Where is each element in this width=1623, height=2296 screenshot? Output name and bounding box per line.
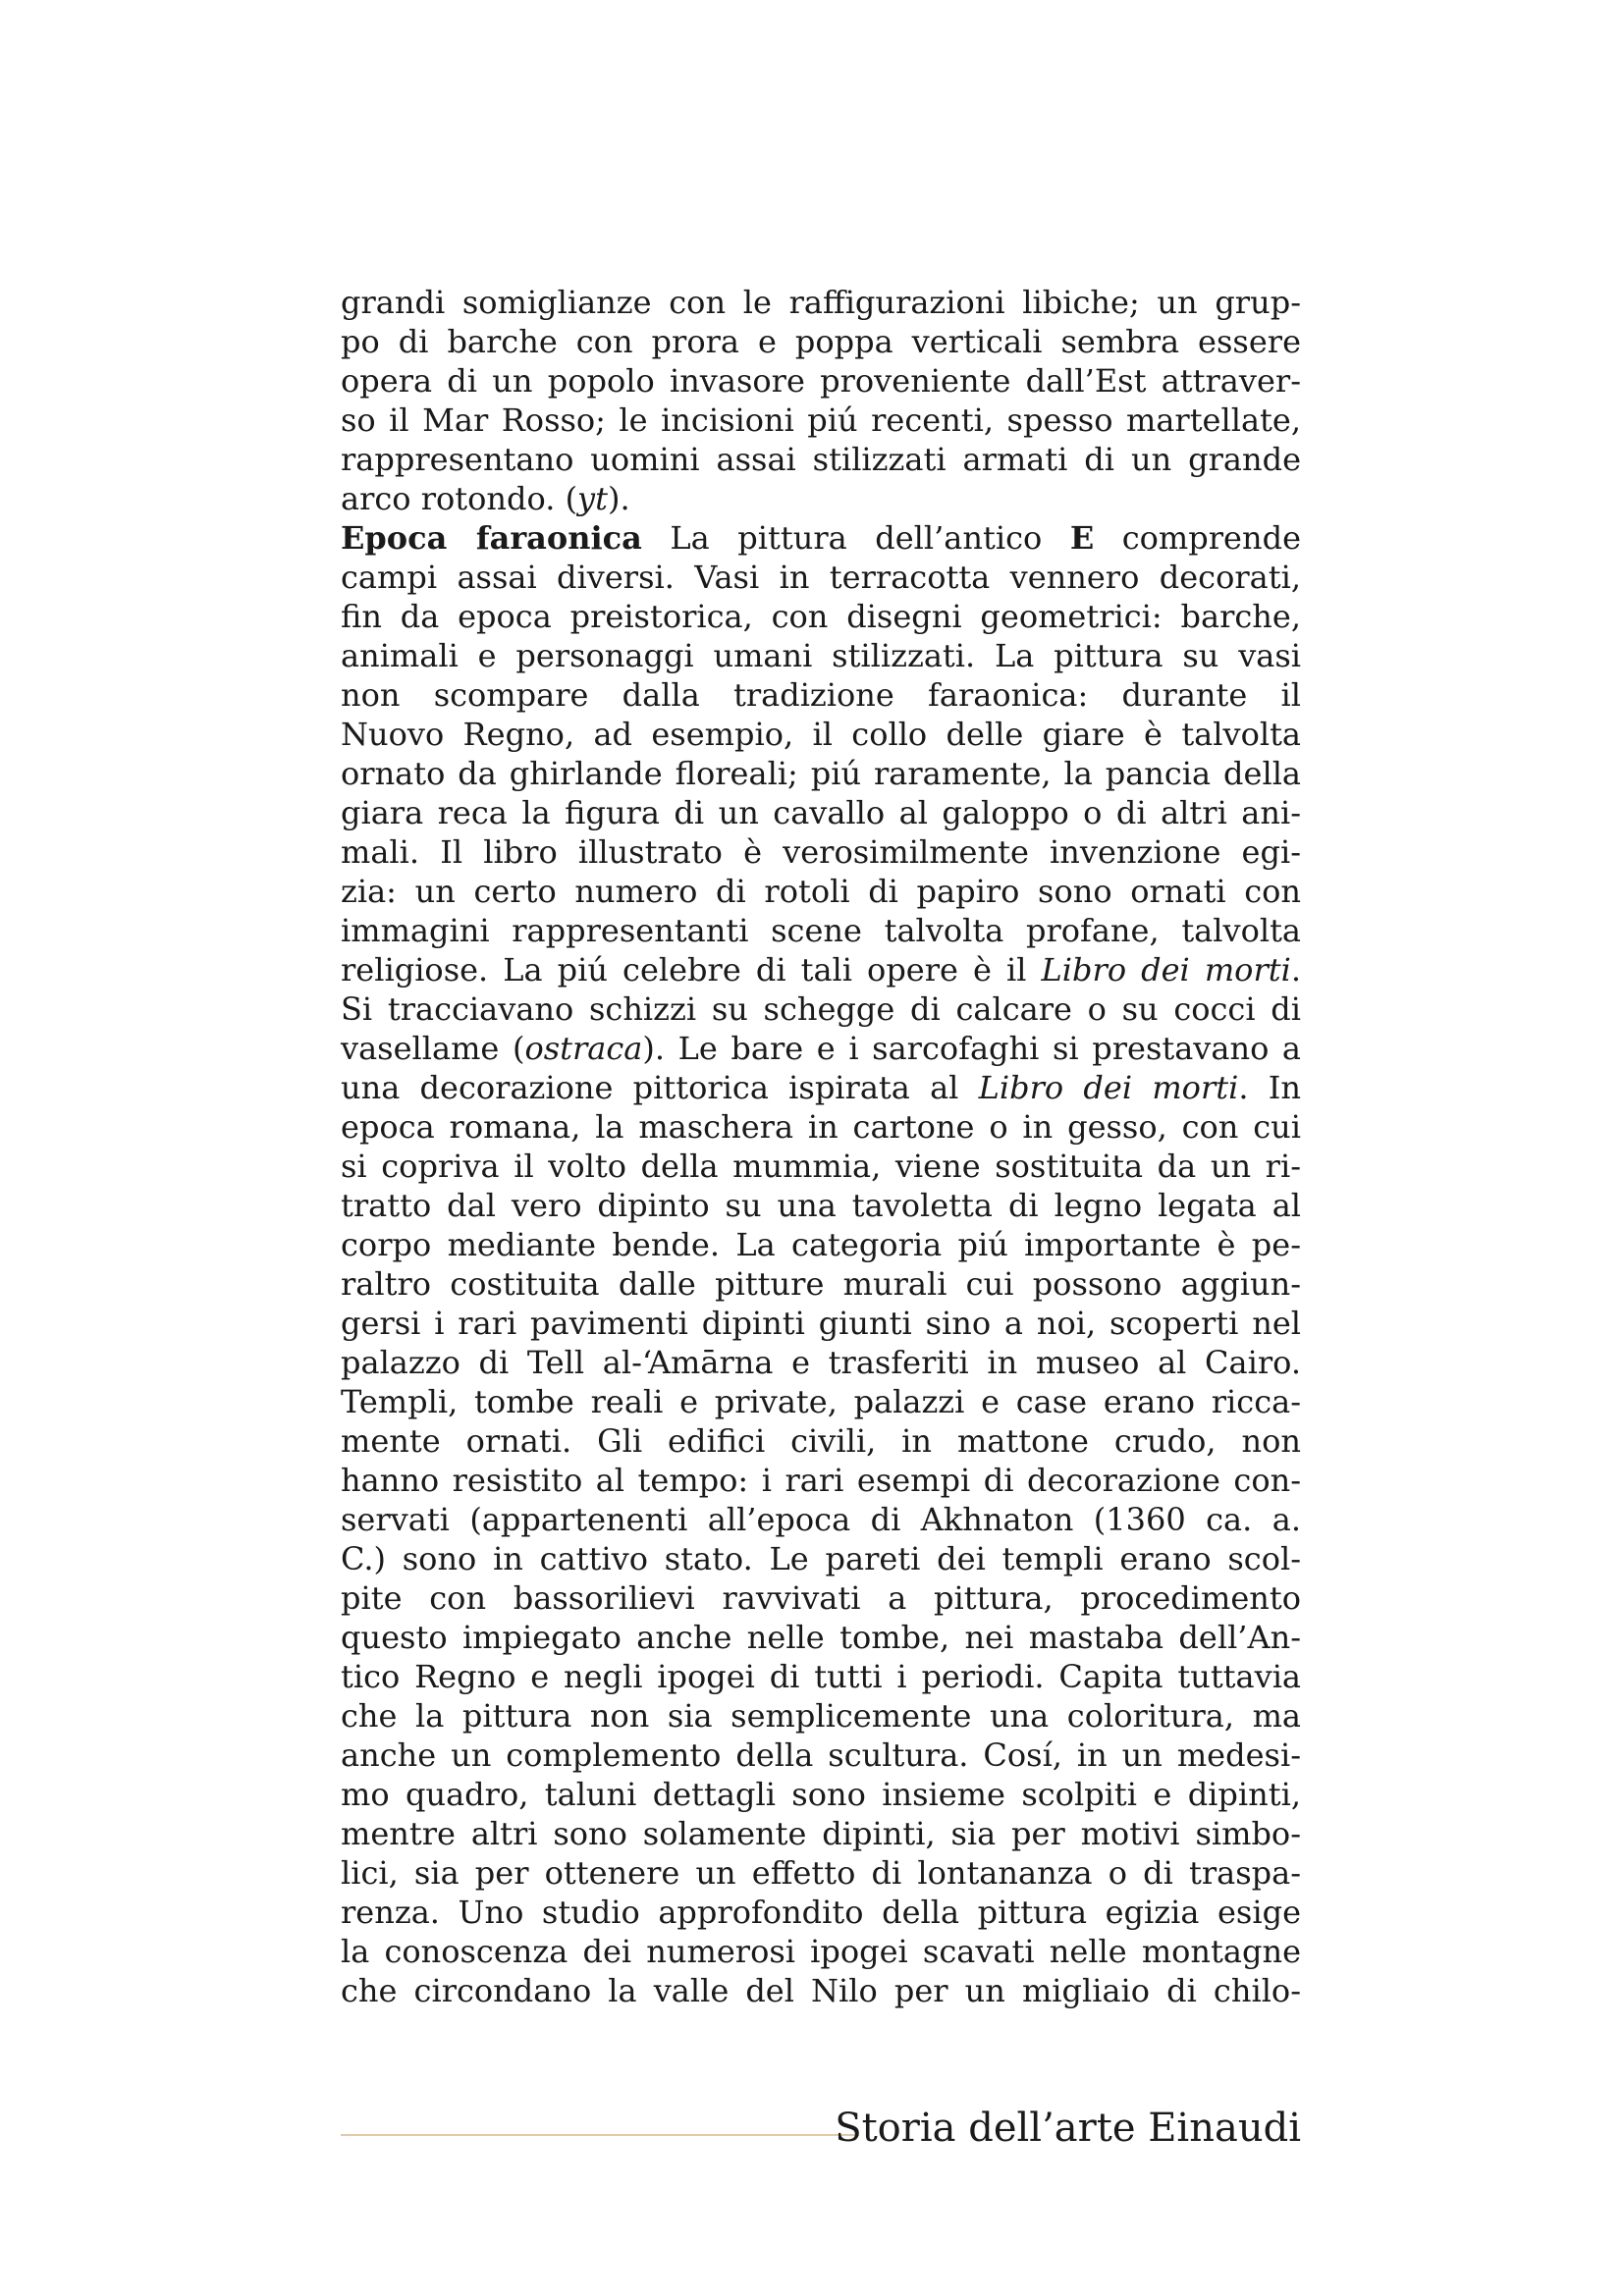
text-line: giara reca la figura di un cavallo al galoppo o di altri ani- <box>341 794 1301 831</box>
text-line: so il Mar Rosso; le incisioni piú recenti, spesso martellate, <box>341 401 1301 439</box>
text-line: raltro costituita dalle pitture murali cui possono aggiun- <box>341 1265 1301 1303</box>
author-initials: yt <box>577 480 608 517</box>
text-line: tratto dal vero dipinto su una tavoletta di legno legata al <box>341 1187 1301 1224</box>
text-line: che circondano la valle del Nilo per un migliaio di chilo- <box>341 1972 1301 2009</box>
text-line: C.) sono in cattivo stato. Le pareti dei templi erano scol- <box>341 1540 1301 1577</box>
text-line: epoca romana, la maschera in cartone o in gesso, con cui <box>341 1108 1301 1146</box>
text-line: mali. Il libro illustrato è verosimilmente invenzione egi- <box>341 833 1301 871</box>
text-line: hanno resistito al tempo: i rari esempi di decorazione con- <box>341 1462 1301 1499</box>
text-line: campi assai diversi. Vasi in terracotta vennero decorati, <box>341 559 1301 596</box>
footer-rule <box>341 2134 859 2136</box>
text-line: Templi, tombe reali e private, palazzi e case erano ricca- <box>341 1383 1301 1420</box>
text-line: renza. Uno studio approfondito della pittura egizia esige <box>341 1894 1301 1931</box>
text-fragment: comprende <box>1094 519 1302 557</box>
text-fragment: ). <box>607 480 630 517</box>
text-fragment: La pittura dell’antico <box>641 519 1070 557</box>
text-line <box>341 1029 1301 1068</box>
text-line <box>341 950 1301 989</box>
text-line: palazzo di Tell al-‘Amārna e trasferiti in museo al Cairo. <box>341 1344 1301 1381</box>
text-line: corpo mediante bende. La categoria piú importante è pe- <box>341 1226 1301 1263</box>
book-title: Libro dei morti <box>978 1069 1239 1106</box>
text-line: opera di un popolo invasore proveniente dall’Est attraver- <box>341 362 1301 400</box>
text-line <box>341 518 1301 558</box>
text-line: mo quadro, taluni dettagli sono insieme scolpiti e dipinti, <box>341 1776 1301 1813</box>
paragraph-epoca-faraonica <box>341 518 1301 2010</box>
text-line: animali e personaggi umani stilizzati. La pittura su vasi <box>341 637 1301 674</box>
text-fragment: arco rotondo. ( <box>341 480 578 517</box>
page-footer <box>341 2101 1301 2160</box>
footer-title: Storia dell’arte Einaudi <box>835 2106 1301 2151</box>
text-line: grandi somiglianze con le raffigurazioni libiche; un grup- <box>341 284 1301 321</box>
text-line: pite con bassorilievi ravvivati a pittura, procedimento <box>341 1579 1301 1617</box>
text-line: tico Regno e negli ipogei di tutti i periodi. Capita tuttavia <box>341 1658 1301 1695</box>
section-heading: Epoca faraonica <box>341 519 642 557</box>
text-fragment: . In <box>1238 1069 1302 1106</box>
text-line: gersi i rari pavimenti dipinti giunti sino a noi, scoperti nel <box>341 1305 1301 1342</box>
page-body <box>341 283 1301 2010</box>
text-line: si copriva il volto della mummia, viene sostituita da un ri- <box>341 1148 1301 1185</box>
text-fragment: ). Le bare e i sarcofaghi si prestavano a <box>642 1030 1302 1067</box>
text-line <box>341 1068 1301 1107</box>
text-line: ornato da ghirlande floreali; piú raramente, la pancia della <box>341 755 1301 792</box>
text-line: fin da epoca preistorica, con disegni geometrici: barche, <box>341 598 1301 635</box>
text-line: Nuovo Regno, ad esempio, il collo delle giare è talvolta <box>341 716 1301 753</box>
entry-abbreviation: E <box>1069 519 1095 557</box>
text-line: questo impiegato anche nelle tombe, nei mastaba dell’An- <box>341 1619 1301 1656</box>
text-line: immagini rappresentanti scene talvolta profane, talvolta <box>341 912 1301 949</box>
book-title: Libro dei morti <box>1041 951 1291 988</box>
text-line: po di barche con prora e poppa verticali sembra essere <box>341 323 1301 360</box>
text-fragment: vasellame ( <box>341 1030 525 1067</box>
text-line: mente ornati. Gli edifici civili, in mattone crudo, non <box>341 1422 1301 1460</box>
text-line <box>341 479 1301 518</box>
text-fragment: religiose. La piú celebre di tali opere è il <box>341 951 1042 988</box>
text-line: anche un complemento della scultura. Cosí, in un medesi- <box>341 1736 1301 1774</box>
text-line: la conoscenza dei numerosi ipogei scavati nelle montagne <box>341 1933 1301 1970</box>
text-fragment: una decorazione pittorica ispirata al <box>341 1069 979 1106</box>
technical-term: ostraca <box>524 1030 643 1067</box>
text-line: servati (appartenenti all’epoca di Akhnaton (1360 ca. a. <box>341 1501 1301 1538</box>
text-line: non scompare dalla tradizione faraonica: durante il <box>341 676 1301 714</box>
text-line: mentre altri sono solamente dipinti, sia per motivi simbo- <box>341 1815 1301 1852</box>
text-line: che la pittura non sia semplicemente una coloritura, ma <box>341 1697 1301 1735</box>
text-line: lici, sia per ottenere un effetto di lontananza o di traspa- <box>341 1854 1301 1892</box>
text-fragment: . <box>1290 951 1302 988</box>
text-line: zia: un certo numero di rotoli di papiro sono ornati con <box>341 873 1301 910</box>
text-line: Si tracciavano schizzi su schegge di calcare o su cocci di <box>341 990 1301 1028</box>
paragraph-rock-engravings <box>341 283 1301 518</box>
text-line: rappresentano uomini assai stilizzati armati di un grande <box>341 441 1301 478</box>
